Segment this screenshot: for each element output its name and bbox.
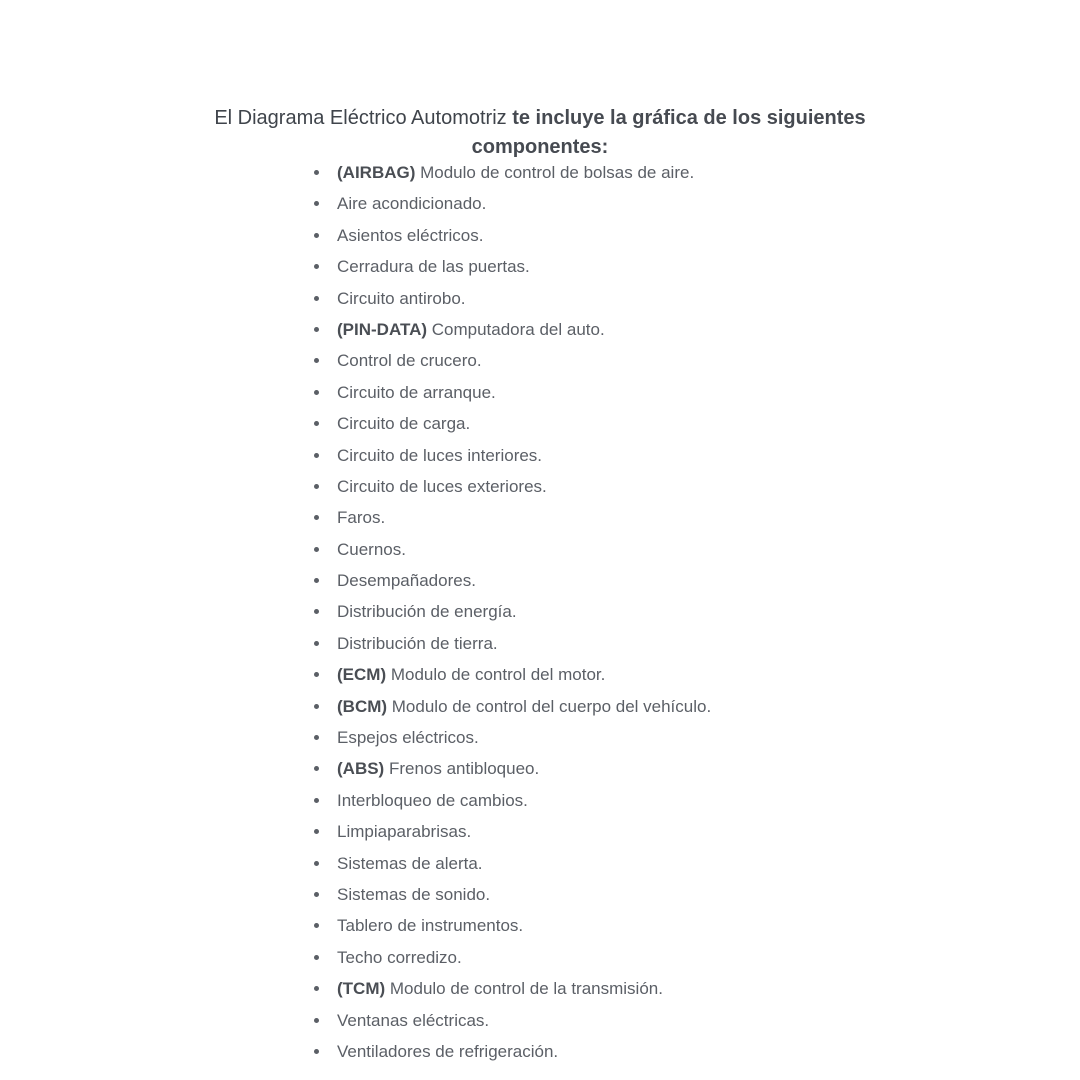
component-label: Aire acondicionado. — [337, 194, 487, 214]
bullet-icon — [314, 233, 319, 238]
component-label: Sistemas de alerta. — [337, 853, 483, 873]
page-heading — [190, 104, 890, 162]
component-label: Modulo de control de bolsas de aire. — [415, 163, 695, 182]
component-label: Limpiaparabrisas. — [337, 822, 472, 842]
component-code: (PIN-DATA) — [337, 319, 428, 339]
bullet-icon — [314, 829, 319, 834]
heading-normal-text: El Diagrama Eléctrico Automotriz — [214, 107, 513, 129]
component-label: Sistemas de sonido. — [337, 884, 491, 904]
list-item — [310, 220, 711, 251]
component-code: (BCM) — [337, 696, 388, 716]
bullet-icon — [314, 578, 319, 583]
bullet-icon — [314, 547, 319, 552]
bullet-icon — [314, 484, 319, 489]
component-code: (ABS) — [337, 759, 385, 779]
list-item — [310, 659, 711, 690]
component-label: Interbloqueo de cambios. — [337, 790, 528, 810]
list-item — [310, 628, 711, 659]
component-label: Modulo de control de la transmisión. — [385, 979, 663, 999]
list-item — [310, 314, 711, 345]
list-item — [310, 691, 711, 722]
list-item — [310, 879, 711, 910]
list-item — [310, 973, 711, 1004]
bullet-icon — [314, 798, 319, 803]
bullet-icon — [314, 766, 319, 771]
list-item — [310, 345, 711, 376]
list-item — [310, 283, 711, 314]
bullet-icon — [314, 327, 319, 332]
component-label: Espejos eléctricos. — [337, 728, 479, 748]
bullet-icon — [314, 892, 319, 897]
component-label: Modulo de control del motor. — [386, 665, 606, 685]
component-label: Circuito de luces exteriores. — [337, 476, 547, 496]
bullet-icon — [314, 986, 319, 991]
bullet-icon — [314, 672, 319, 677]
list-item — [310, 408, 711, 439]
component-label: Computadora del auto. — [427, 319, 605, 339]
list-item — [310, 848, 711, 879]
list-item — [310, 1005, 711, 1036]
bullet-icon — [314, 358, 319, 363]
bullet-icon — [314, 201, 319, 206]
bullet-icon — [314, 704, 319, 709]
component-code: (AIRBAG) — [337, 163, 416, 182]
component-list — [310, 157, 711, 1067]
component-label: Techo corredizo. — [337, 947, 462, 967]
component-label: Asientos eléctricos. — [337, 225, 484, 245]
list-item — [310, 471, 711, 502]
component-label: Distribución de energía. — [337, 602, 517, 622]
component-label: Ventiladores de refrigeración. — [337, 1041, 559, 1061]
component-label: Tablero de instrumentos. — [337, 916, 524, 936]
component-label: Circuito de arranque. — [337, 382, 496, 402]
component-label: Circuito de luces interiores. — [337, 445, 543, 465]
list-item — [310, 753, 711, 784]
list-item — [310, 596, 711, 627]
component-label: Cerradura de las puertas. — [337, 257, 530, 277]
list-item — [310, 502, 711, 533]
component-code: (ECM) — [337, 665, 387, 685]
bullet-icon — [314, 421, 319, 426]
component-label: Distribución de tierra. — [337, 633, 498, 653]
list-item — [310, 785, 711, 816]
heading-bold-text: te incluye la gráfica de los siguientes componentes: — [471, 107, 866, 158]
bullet-icon — [314, 453, 319, 458]
list-item — [310, 157, 711, 188]
bullet-icon — [314, 515, 319, 520]
component-label: Circuito antirobo. — [337, 288, 466, 308]
bullet-icon — [314, 609, 319, 614]
component-label: Faros. — [337, 508, 386, 528]
bullet-icon — [314, 923, 319, 928]
list-item — [310, 251, 711, 282]
component-label: Frenos antibloqueo. — [384, 759, 540, 779]
bullet-icon — [314, 390, 319, 395]
bullet-icon — [314, 264, 319, 269]
list-item — [310, 722, 711, 753]
component-label: Circuito de carga. — [337, 414, 471, 434]
bullet-icon — [314, 1049, 319, 1054]
list-item — [310, 942, 711, 973]
component-code: (TCM) — [337, 979, 386, 999]
list-item — [310, 188, 711, 219]
list-item — [310, 910, 711, 941]
bullet-icon — [314, 735, 319, 740]
bullet-icon — [314, 296, 319, 301]
bullet-icon — [314, 861, 319, 866]
component-label: Desempañadores. — [337, 571, 476, 591]
component-label: Control de crucero. — [337, 351, 482, 371]
list-item — [310, 1036, 711, 1067]
component-label: Cuernos. — [337, 539, 406, 559]
bullet-icon — [314, 1018, 319, 1023]
bullet-icon — [314, 955, 319, 960]
component-label: Modulo de control del cuerpo del vehículo. — [387, 696, 712, 716]
list-item — [310, 816, 711, 847]
list-item — [310, 565, 711, 596]
bullet-icon — [314, 170, 319, 175]
component-label: Ventanas eléctricas. — [337, 1010, 490, 1030]
bullet-icon — [314, 641, 319, 646]
list-item — [310, 440, 711, 471]
list-item — [310, 534, 711, 565]
list-item — [310, 377, 711, 408]
